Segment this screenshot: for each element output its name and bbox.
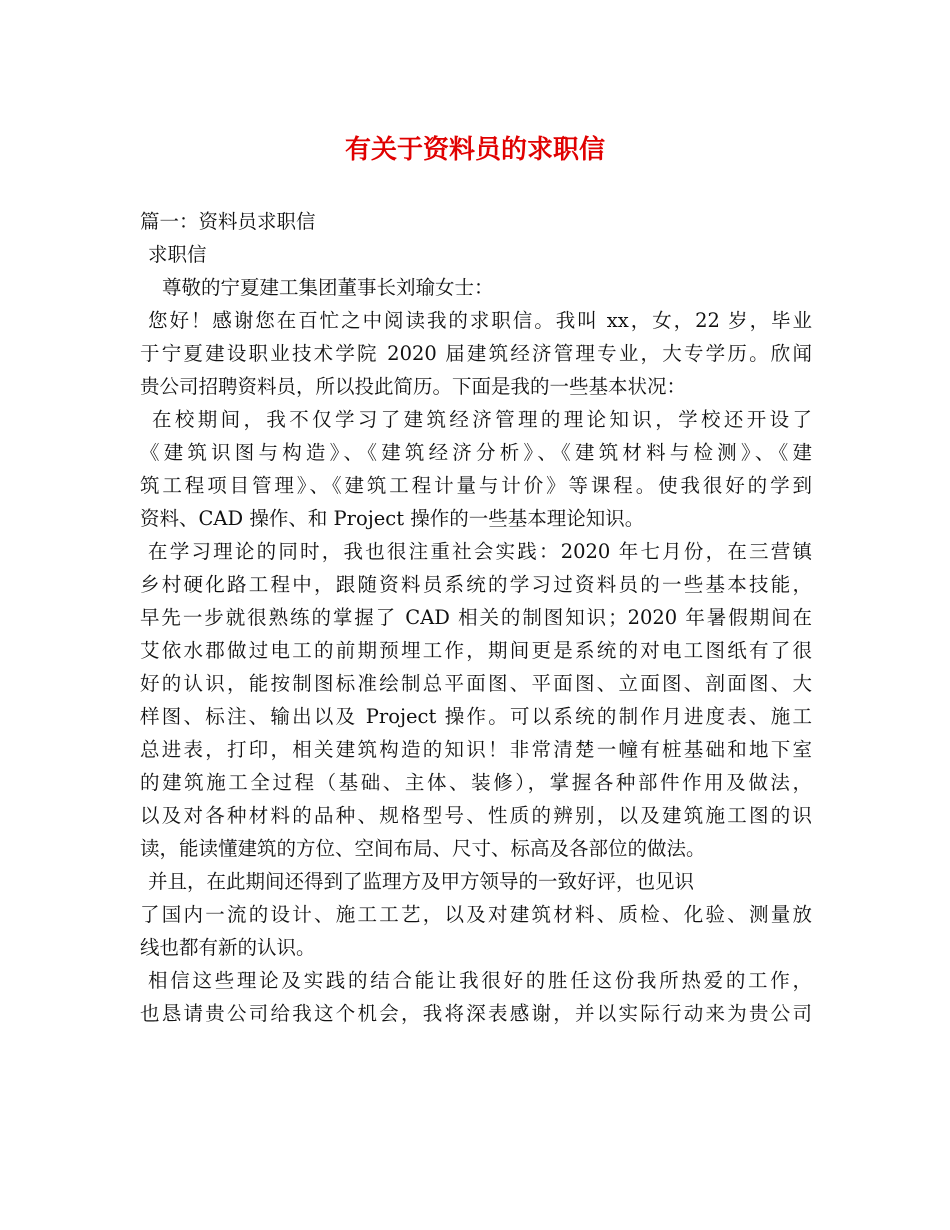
text-line: 贵公司招聘资料员，所以投此简历。下面是我的一些基本状况：: [140, 375, 687, 398]
text-line: 艾依水郡做过电工的前期预埋工作，期间更是系统的对电工图纸有了很: [140, 639, 812, 662]
text-line-salutation: 尊敬的宁夏建工集团董事长刘瑜女士：: [162, 276, 494, 299]
text-line: 乡村硬化路工程中，跟随资料员系统的学习过资料员的一些基本技能，: [140, 573, 812, 596]
text-line: 早先一步就很熟练的掌握了 CAD 相关的制图知识；2020 年暑假期间在: [140, 606, 812, 629]
text-line: 也恳请贵公司给我这个机会，我将深表感谢，并以实际行动来为贵公司: [140, 1002, 812, 1025]
text-line: 于宁夏建设职业技术学院 2020 届建筑经济管理专业，大专学历。欣闻: [140, 342, 812, 365]
text-line: 的建筑施工全过程（基础、主体、装修），掌握各种部件作用及做法，: [140, 771, 812, 794]
text-line: 您好！感谢您在百忙之中阅读我的求职信。我叫 xx，女，22 岁，毕业: [148, 309, 812, 332]
text-line: 并且，在此期间还得到了监理方及甲方领导的一致好评，也见识: [148, 870, 695, 893]
text-line: 了国内一流的设计、施工工艺，以及对建筑材料、质检、化验、测量放: [140, 903, 812, 926]
text-line: 《建筑识图与构造》、《建筑经济分析》、《建筑材料与检测》、《建: [140, 441, 812, 464]
document-title: 有关于资料员的求职信: [344, 135, 605, 165]
text-line: 样图、标注、输出以及 Project 操作。可以系统的制作月进度表、施工: [140, 705, 812, 728]
text-line: 在校期间，我不仅学习了建筑经济管理的理论知识，学校还开设了: [152, 408, 812, 431]
text-line: 线也都有新的认识。: [140, 936, 316, 959]
text-line: 在学习理论的同时，我也很注重社会实践：2020 年七月份，在三营镇: [148, 540, 812, 563]
document-body: [140, 205, 812, 1030]
text-line: 好的认识，能按制图标准绘制总平面图、平面图、立面图、剖面图、大: [140, 672, 812, 695]
text-line-section-heading: 篇一：资料员求职信: [140, 210, 316, 233]
text-line-letter-title: 求职信: [148, 243, 207, 266]
text-line: 以及对各种材料的品种、规格型号、性质的辨别，以及建筑施工图的识: [140, 804, 812, 827]
text-line: 读，能读懂建筑的方位、空间布局、尺寸、标高及各部位的做法。: [140, 837, 706, 860]
text-line: 总进表，打印，相关建筑构造的知识！非常清楚一幢有桩基础和地下室: [140, 738, 812, 761]
text-line: 筑工程项目管理》、《建筑工程计量与计价》等课程。使我很好的学到: [140, 474, 812, 497]
text-line: 相信这些理论及实践的结合能让我很好的胜任这份我所热爱的工作，: [148, 969, 812, 992]
text-line: 资料、CAD 操作、和 Project 操作的一些基本理论知识。: [140, 507, 645, 530]
